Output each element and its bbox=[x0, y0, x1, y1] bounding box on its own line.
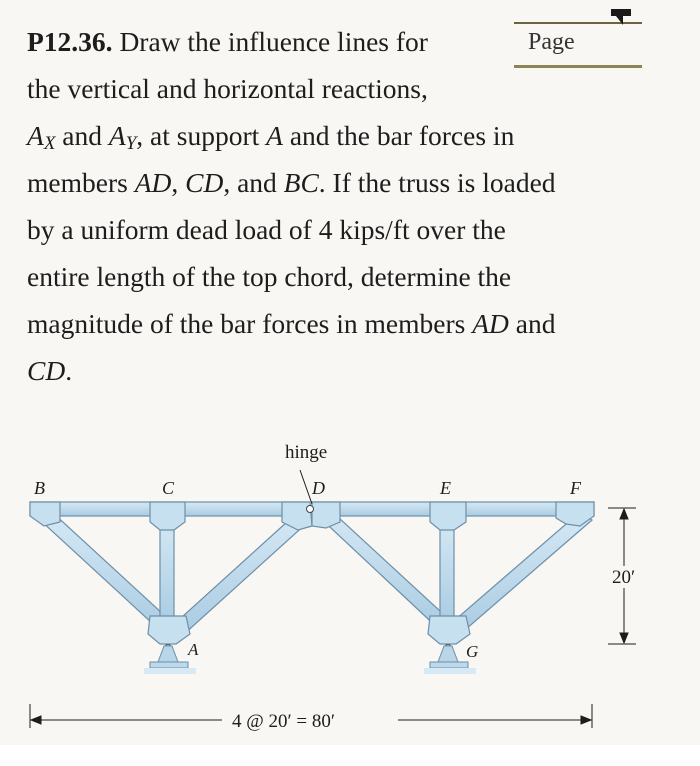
height-dimension-label: 20′ bbox=[612, 567, 636, 588]
joint-label-c: C bbox=[162, 478, 175, 498]
member-ad-ref-2: AD bbox=[472, 308, 509, 339]
hinge-leader bbox=[300, 470, 312, 504]
problem-line-4 bbox=[27, 159, 647, 206]
problem-statement bbox=[27, 18, 647, 394]
text-loaded: . If the truss is loaded bbox=[318, 167, 556, 198]
reaction-ay-sub: Y bbox=[125, 133, 137, 154]
annotation-shape-icon[interactable] bbox=[608, 6, 634, 28]
text-comma: , bbox=[171, 167, 179, 198]
gusset-c bbox=[150, 502, 185, 530]
gusset-b bbox=[30, 502, 60, 526]
text-members: members bbox=[27, 167, 128, 198]
text-magnitude: magnitude of the bar forces in members bbox=[27, 308, 466, 339]
text-and-3: and bbox=[508, 308, 556, 339]
joint-label-a: A bbox=[188, 640, 199, 659]
joint-label-b: B bbox=[34, 478, 45, 498]
member-cd-ref-2: CD bbox=[27, 355, 66, 386]
problem-line-3 bbox=[27, 112, 647, 159]
joint-label-e: E bbox=[440, 478, 451, 498]
problem-line-6: entire length of the top chord, determine the bbox=[27, 261, 512, 292]
reaction-ax-sub: X bbox=[43, 133, 56, 154]
hinge-label: hinge bbox=[285, 442, 328, 463]
reaction-ax: A bbox=[27, 120, 44, 151]
page-tag-label: Page bbox=[528, 29, 575, 55]
joint-label-g: G bbox=[466, 642, 479, 661]
member-ad-ref: AD bbox=[134, 167, 172, 198]
right-truss bbox=[312, 502, 594, 644]
member-da bbox=[172, 512, 308, 636]
text-and: and bbox=[55, 120, 109, 151]
problem-line-5: by a uniform dead load of 4 kips/ft over the bbox=[27, 214, 506, 245]
gusset-a bbox=[148, 616, 190, 644]
member-bc-ref: BC bbox=[283, 167, 319, 198]
problem-line-8 bbox=[27, 347, 647, 394]
joint-label-f: F bbox=[570, 478, 581, 498]
problem-text: Draw the influence lines for bbox=[119, 26, 428, 57]
text-period: . bbox=[65, 355, 73, 386]
truss-figure bbox=[0, 430, 700, 750]
problem-line-2: the vertical and horizontal reactions, bbox=[27, 73, 428, 104]
text-bar-forces: and the bar forces in bbox=[289, 120, 515, 151]
text-support: , at support bbox=[136, 120, 260, 151]
hinge-pin bbox=[307, 506, 314, 513]
gusset-g bbox=[428, 616, 470, 644]
support-a-ref: A bbox=[266, 120, 283, 151]
joint-label-d: D bbox=[312, 478, 325, 498]
problem-number: P12.36. bbox=[27, 26, 113, 57]
text-and-2: , and bbox=[223, 167, 277, 198]
problem-line-7 bbox=[27, 300, 647, 347]
page-tag bbox=[514, 22, 642, 68]
left-truss bbox=[30, 502, 312, 644]
member-eg bbox=[440, 516, 454, 626]
member-dg bbox=[316, 506, 452, 632]
span-dimension-label: 4 @ 20′ = 80′ bbox=[232, 711, 336, 732]
reaction-ay: A bbox=[108, 120, 126, 151]
member-ca bbox=[160, 516, 174, 626]
gusset-d-right bbox=[312, 502, 340, 528]
member-cd-ref: CD bbox=[185, 167, 224, 198]
member-fg bbox=[448, 512, 592, 636]
gusset-e bbox=[430, 502, 466, 530]
